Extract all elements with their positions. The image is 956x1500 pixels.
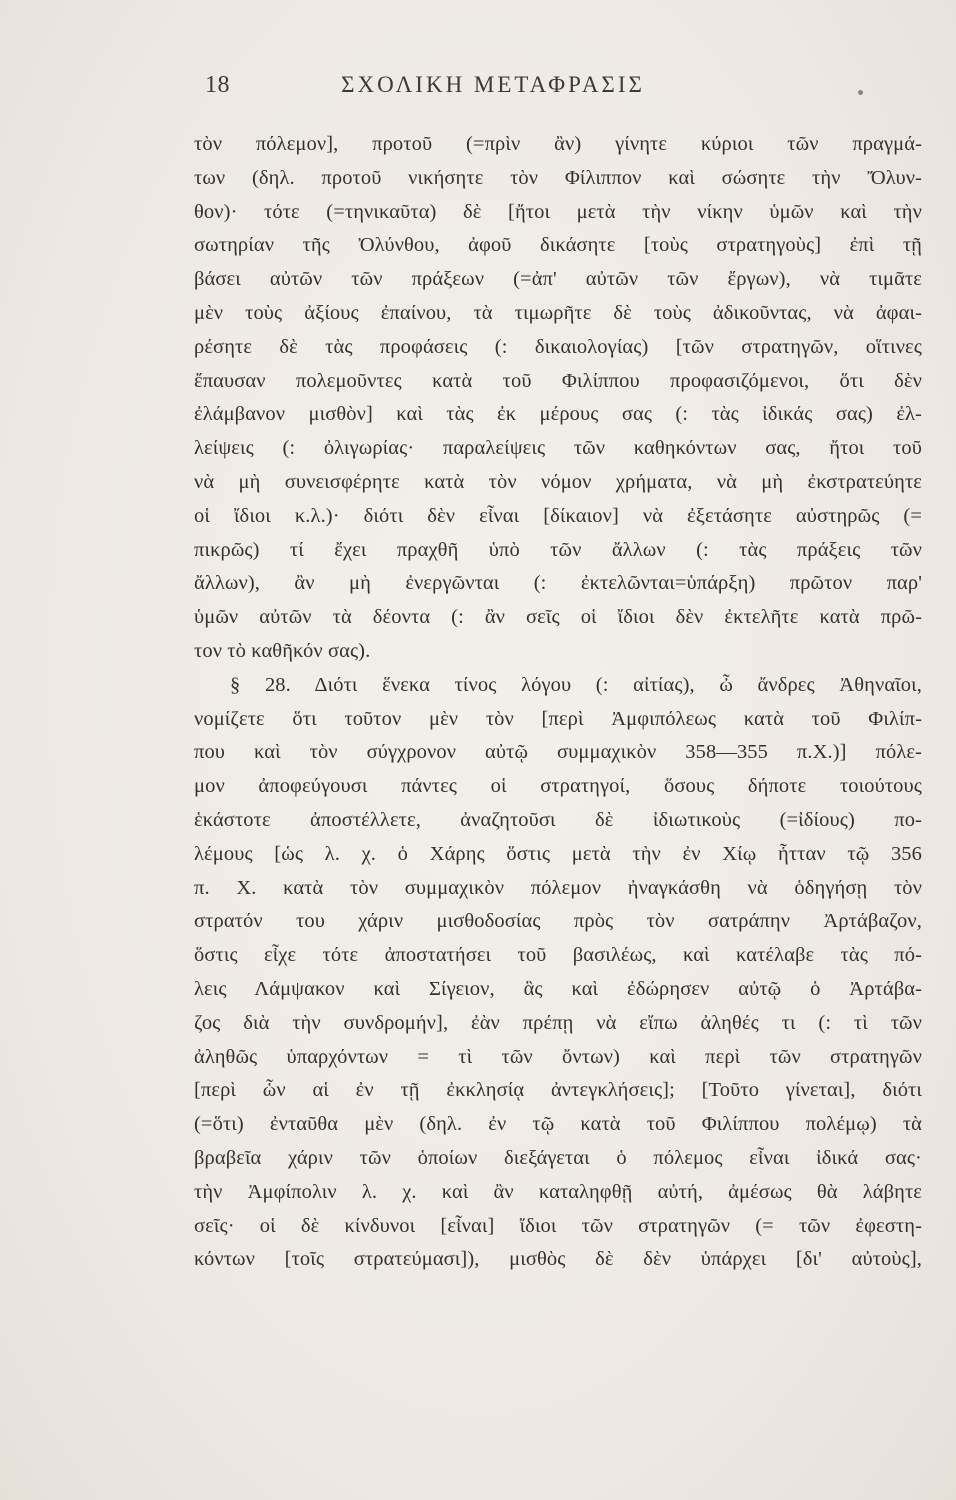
text-line: θον)· τότε (=τηνικαῦτα) δὲ [ἤτοι μετὰ τὴν νίκην ὑμῶν καὶ τὴν: [194, 200, 922, 223]
text-line: νὰ μὴ συνεισφέρητε κατὰ τὸν νόμον χρήματα, νὰ μὴ ἐκστρατεύητε: [194, 470, 922, 493]
text-line: ἄλλων), ἂν μὴ ἐνεργῶνται (: ἐκτελῶνται=ὑπάρξη) πρῶτον παρ': [194, 572, 922, 595]
text-line: πικρῶς) τί ἔχει πραχθῆ ὑπὸ τῶν ἄλλων (: τὰς πράξεις τῶν: [194, 538, 922, 561]
text-line: σωτηρίαν τῆς Ὀλύνθου, ἀφοῦ δικάσητε [τοὺς στρατηγοὺς] ἐπὶ τῇ: [194, 234, 922, 257]
text-line: οἱ ἴδιοι κ.λ.)· διότι δὲν εἶναι [δίκαιον] νὰ ἐξετάσητε αὐστηρῶς (=: [194, 504, 922, 527]
text-line: στρατόν του χάριν μισθοδοσίας πρὸς τὸν σατράπην Ἀρτάβαζον,: [194, 910, 922, 933]
text-line: ζος διὰ τὴν συνδρομήν], ἐὰν πρέπῃ νὰ εἴπω ἀληθές τι (: τὶ τῶν: [194, 1011, 922, 1034]
text-line: τὴν Ἀμφίπολιν λ. χ. καὶ ἂν καταληφθῇ αὐτή, ἀμέσως θὰ λάβητε: [194, 1180, 922, 1203]
text-line: (=ὅτι) ἐνταῦθα μὲν (δηλ. ἐν τῷ κατὰ τοῦ Φιλίππου πολέμῳ) τὰ: [194, 1113, 922, 1136]
text-line: ἔπαυσαν πολεμοῦντες κατὰ τοῦ Φιλίππου προφασιζόμενοι, ὅτι δὲν: [194, 369, 922, 392]
text-line: τον τὸ καθῆκόν σας).: [194, 639, 371, 662]
text-line: που καὶ τὸν σύγχρονον αὐτῷ συμμαχικὸν 358—355 π.Χ.)] πόλε-: [194, 741, 922, 764]
section-28-start: § 28. Διότι ἕνεκα τίνος λόγου (: αἰτίας), ὦ ἄνδρες Ἀθηναῖοι,: [230, 673, 922, 696]
text-line: [περὶ ὧν αἱ ἐν τῇ ἐκκλησίᾳ ἀντεγκλήσεις]; [Τοῦτο γίνεται], διότι: [194, 1079, 922, 1102]
text-line: ἑκάστοτε ἀποστέλλετε, ἀναζητοῦσι δὲ ἰδιωτικοὺς (=ἰδίους) πο-: [194, 808, 922, 831]
text-line: λέμους [ὡς λ. χ. ὁ Χάρης ὅστις μετὰ τὴν ἐν Χίῳ ἧτταν τῷ 356: [194, 842, 922, 865]
text-line: τὸν πόλεμον], προτοῦ (=πρὶν ἂν) γίνητε κύριοι τῶν πραγμά-: [194, 133, 922, 155]
text-line: ἀληθῶς ὑπαρχόντων = τὶ τῶν ὄντων) καὶ περὶ τῶν στρατηγῶν: [194, 1045, 922, 1068]
text-line: κόντων [τοῖς στρατεύμασι]), μισθὸς δὲ δὲν ὑπάρχει [δι' αὐτοὺς],: [194, 1248, 922, 1271]
body-text: [194, 128, 922, 1277]
text-line: ὅστις εἶχε τότε ἀποστατήσει τοῦ βασιλέως, καὶ κατέλαβε τὰς πό-: [194, 944, 922, 967]
text-line: βραβεῖα χάριν τῶν ὁποίων διεξάγεται ὁ πόλεμος εἶναι ἰδικά σας·: [194, 1146, 922, 1169]
text-line: βάσει αὐτῶν τῶν πράξεων (=ἀπ' αὐτῶν τῶν ἔργων), νὰ τιμᾶτε: [194, 268, 922, 291]
text-line: σεῖς· οἱ δὲ κίνδυνοι [εἶναι] ἴδιοι τῶν στρατηγῶν (= τῶν ἐφεστη-: [194, 1214, 922, 1237]
text-line: μὲν τοὺς ἀξίους ἐπαίνου, τὰ τιμωρῆτε δὲ τοὺς ἀδικοῦντας, νὰ ἀφαι-: [194, 301, 922, 324]
text-line: λεις Λάμψακον καὶ Σίγειον, ἃς καὶ ἐδώρησεν αὐτῷ ὁ Ἀρτάβα-: [194, 977, 922, 1000]
text-line: λείψεις (: ὀλιγωρίας· παραλείψεις τῶν καθηκόντων σας, ἤτοι τοῦ: [194, 437, 922, 460]
text-line: μον ἀποφεύγουσι πάντες οἱ στρατηγοί, ὅσους δήποτε τοιούτους: [194, 775, 922, 798]
text-line: των (δηλ. προτοῦ νικήσητε τὸν Φίλιππον καὶ σώσητε τὴν Ὄλυν-: [194, 166, 922, 189]
text-line: ρέσητε δὲ τὰς προφάσεις (: δικαιολογίας) [τῶν στρατηγῶν, οἵτινες: [194, 335, 922, 358]
text-line: νομίζετε ὅτι τοῦτον μὲν τὸν [περὶ Ἀμφιπόλεως κατὰ τοῦ Φιλίπ-: [194, 707, 922, 730]
page-number: 18: [205, 72, 230, 98]
running-title: ΣΧΟΛΙΚΗ ΜΕΤΑΦΡΑΣΙΣ: [341, 72, 645, 97]
text-line: π. Χ. κατὰ τὸν συμμαχικὸν πόλεμον ἠναγκάσθη νὰ ὁδηγήσῃ τὸν: [194, 876, 922, 899]
text-line: ἐλάμβανον μισθὸν] καὶ τὰς ἐκ μέρους σας (: τὰς ἰδικάς σας) ἐλ-: [194, 403, 922, 426]
text-line: ὑμῶν αὐτῶν τὰ δέοντα (: ἂν σεῖς οἱ ἴδιοι δὲν ἐκτελῆτε κατὰ πρῶ-: [194, 606, 922, 629]
